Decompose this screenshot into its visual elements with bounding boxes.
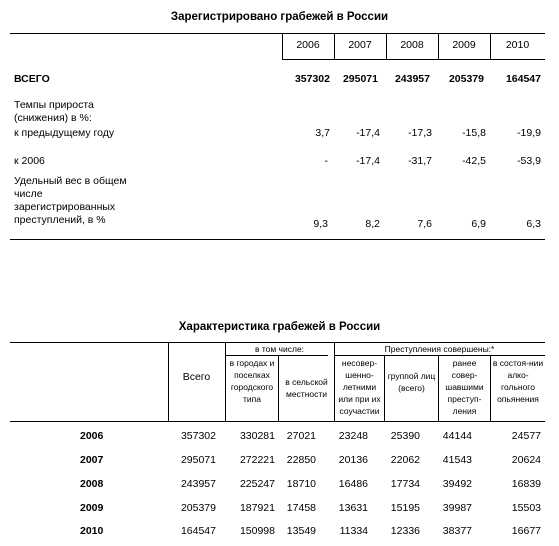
table1-cell: -15,8: [462, 127, 486, 139]
table1-cell: 3,7: [315, 127, 330, 139]
table2-header-group1: в том числе:: [254, 344, 305, 354]
table2-cell: 20624: [511, 454, 541, 466]
table1-cell: -: [324, 155, 328, 167]
table1-bottom-rule: [10, 239, 545, 240]
table2-cell: 330281: [239, 430, 275, 442]
table2-row-year: 2009: [80, 502, 104, 514]
table2-row-year: 2006: [80, 430, 104, 442]
table1-cell: 9,3: [313, 218, 328, 230]
table1-cell: 243957: [394, 73, 430, 85]
table2-cell: 22850: [286, 454, 316, 466]
table2-cell: 27021: [286, 430, 316, 442]
table2-header-minors: несовер-шенно-летними или при их соучастии: [338, 358, 381, 416]
table2-cell: 24577: [511, 430, 541, 442]
table2-cell: 272221: [239, 454, 275, 466]
table2-cell: 20136: [338, 454, 368, 466]
table1-title: Зарегистрировано грабежей в России: [170, 11, 389, 23]
row-label-growth-heading: Темпы прироста (снижения) в %:: [14, 99, 94, 124]
table1-header-rule: [282, 59, 545, 60]
table1-year-header: 2010: [505, 39, 530, 51]
table2-cell: 23248: [338, 430, 368, 442]
table1-cell: 6,3: [526, 218, 541, 230]
table1-cell: -42,5: [462, 155, 486, 167]
table1-year-header: 2007: [348, 39, 372, 51]
table2-cell: 164547: [180, 525, 216, 537]
table2-header-total: Всего: [182, 371, 211, 383]
table2-cell: 17458: [286, 502, 316, 514]
table2-cell: 12336: [390, 525, 420, 537]
table2-group1-rule: [225, 355, 328, 356]
table2-cell: 16486: [338, 478, 368, 490]
row-label-total: ВСЕГО: [14, 73, 50, 85]
table2-cell: 187921: [239, 502, 275, 514]
table1-top-rule: [10, 33, 545, 34]
table1-cell: -19,9: [517, 127, 541, 139]
table2-cell: 11334: [339, 525, 368, 537]
table1-cell: 6,9: [471, 218, 486, 230]
table2-cell: 225247: [239, 478, 275, 490]
table1-year-header: 2008: [400, 39, 424, 51]
table1-cell: 205379: [448, 73, 484, 85]
table2-row-year: 2008: [80, 478, 104, 490]
table2-cell: 39987: [442, 502, 472, 514]
table2-cell: 15195: [390, 502, 420, 514]
table1-year-header: 2006: [296, 39, 320, 51]
table2-cell: 357302: [180, 430, 216, 442]
table2-cell: 41543: [442, 454, 472, 466]
row-label-vs-2006: к 2006: [14, 155, 45, 167]
row-label-prev-year: к предыдущему году: [14, 127, 115, 139]
table2-header-repeat: ранее совер-шавшими преступ-ления: [445, 358, 484, 416]
table1-cell: -17,3: [408, 127, 432, 139]
table1-cell: 8,2: [365, 218, 380, 230]
table2-cell: 16677: [511, 525, 541, 537]
table2-cell: 17734: [390, 478, 420, 490]
row-label-share: Удельный вес в общем числе зарегистрированных преступлений, в %: [14, 175, 127, 226]
table1-year-header: 2009: [452, 39, 476, 51]
table2-header-rule: [10, 421, 545, 422]
table2-cell: 13631: [338, 502, 368, 514]
table1-cell: -31,7: [408, 155, 432, 167]
table2-cell: 18710: [286, 478, 316, 490]
table1-cell: 164547: [505, 73, 541, 85]
table2-header-group2: Преступления совершены:*: [384, 344, 495, 354]
table2-cell: 243957: [180, 478, 216, 490]
table2-cell: 22062: [390, 454, 420, 466]
table2-cell: 150998: [239, 525, 275, 537]
table2-cell: 13549: [286, 525, 316, 537]
table2-header-rural: в сельской местности: [285, 377, 328, 399]
table2-cell: 44144: [442, 430, 472, 442]
table2-cell: 39492: [442, 478, 472, 490]
table1-cell: 357302: [294, 73, 330, 85]
table2-title: Характеристика грабежей в России: [178, 321, 381, 333]
table2-cell: 15503: [511, 502, 541, 514]
table2-header-cities: в городах и поселках городского типа: [229, 358, 275, 404]
table2-cell: 295071: [180, 454, 216, 466]
table2-cell: 25390: [390, 430, 420, 442]
table2-cell: 38377: [442, 525, 472, 537]
table2-header-alcohol: в состоя-нии алко-гольного опьянения: [492, 358, 544, 404]
table1-cell: -17,4: [356, 127, 380, 139]
table2-row-year: 2007: [80, 454, 104, 466]
table2-cell: 16839: [511, 478, 541, 490]
table1-cell: -17,4: [356, 155, 380, 167]
table1-cell: 295071: [342, 73, 378, 85]
table2-header-group-persons: группой лиц (всего): [387, 371, 436, 393]
table2-group2-rule: [334, 355, 545, 356]
table2-cell: 205379: [180, 502, 216, 514]
table1-cell: 7,6: [417, 218, 432, 230]
table1-cell: -53,9: [517, 155, 541, 167]
table2-row-year: 2010: [80, 525, 104, 537]
